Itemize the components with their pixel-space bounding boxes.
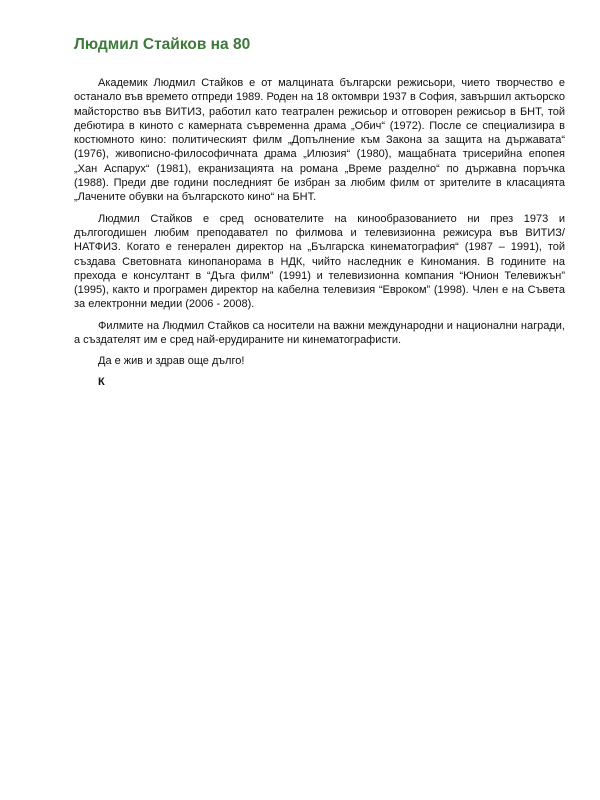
article-paragraph-1: Академик Людмил Стайков е от малцината български режисьори, чието творчество е останало във времето отпреди 1989. Роден на 18 октомври 1937 в София, завършил актьорско майсторство във ВИТИЗ, работил като театрален режисьор и отговорен режисьор в БНТ, той дебютира в киното с камерната съвременна драма „Обич“ (1972). После се специализира в костюмното кино: политическият филм „Допълнение към Закона за защита на държавата“ (1976), живописно-философичната драма „Илюзия“ (1980), мащабната трисерийна епопея „Хан Аспарух“ (1981), екранизацията на романа „Време разделно“ по държавна поръчка (1988). Преди две години последният бе избран за любим филм от зрителите в класацията „Лачените обувки на българското кино“ на БНТ. — [74, 77, 565, 204]
author-signature: К — [98, 375, 105, 388]
closing-wish: Да е жив и здрав още дълго! — [98, 355, 245, 368]
article-paragraph-3: Филмите на Людмил Стайков са носители на важни международни и национални награди, а създателят им е сред най-ерудираните ни кинематографисти. — [74, 319, 565, 347]
article-body — [74, 76, 565, 389]
article-title: Людмил Стайков на 80 — [74, 36, 251, 53]
article-paragraph-2: Людмил Стайков е сред основателите на кинообразованието ни през 1973 и дългогодишен любим преподавател по филмова и телевизионна режисура във ВИТИЗ/НАТФИЗ. Когато е генерален директор на „Българска кинематография“ (1987 – 1991), той създава Световната кинопанорама в НДК, чийто наследник е Киномания. В годините на прехода е консултант в “Дъга филм” (1991) и телевизионна компания “Юнион Телевижън” (1995), както и програмен директор на кабелна телевизия “Евроком” (1998). Член е на Съвета за електронни медии (2006 - 2008). — [74, 212, 565, 311]
